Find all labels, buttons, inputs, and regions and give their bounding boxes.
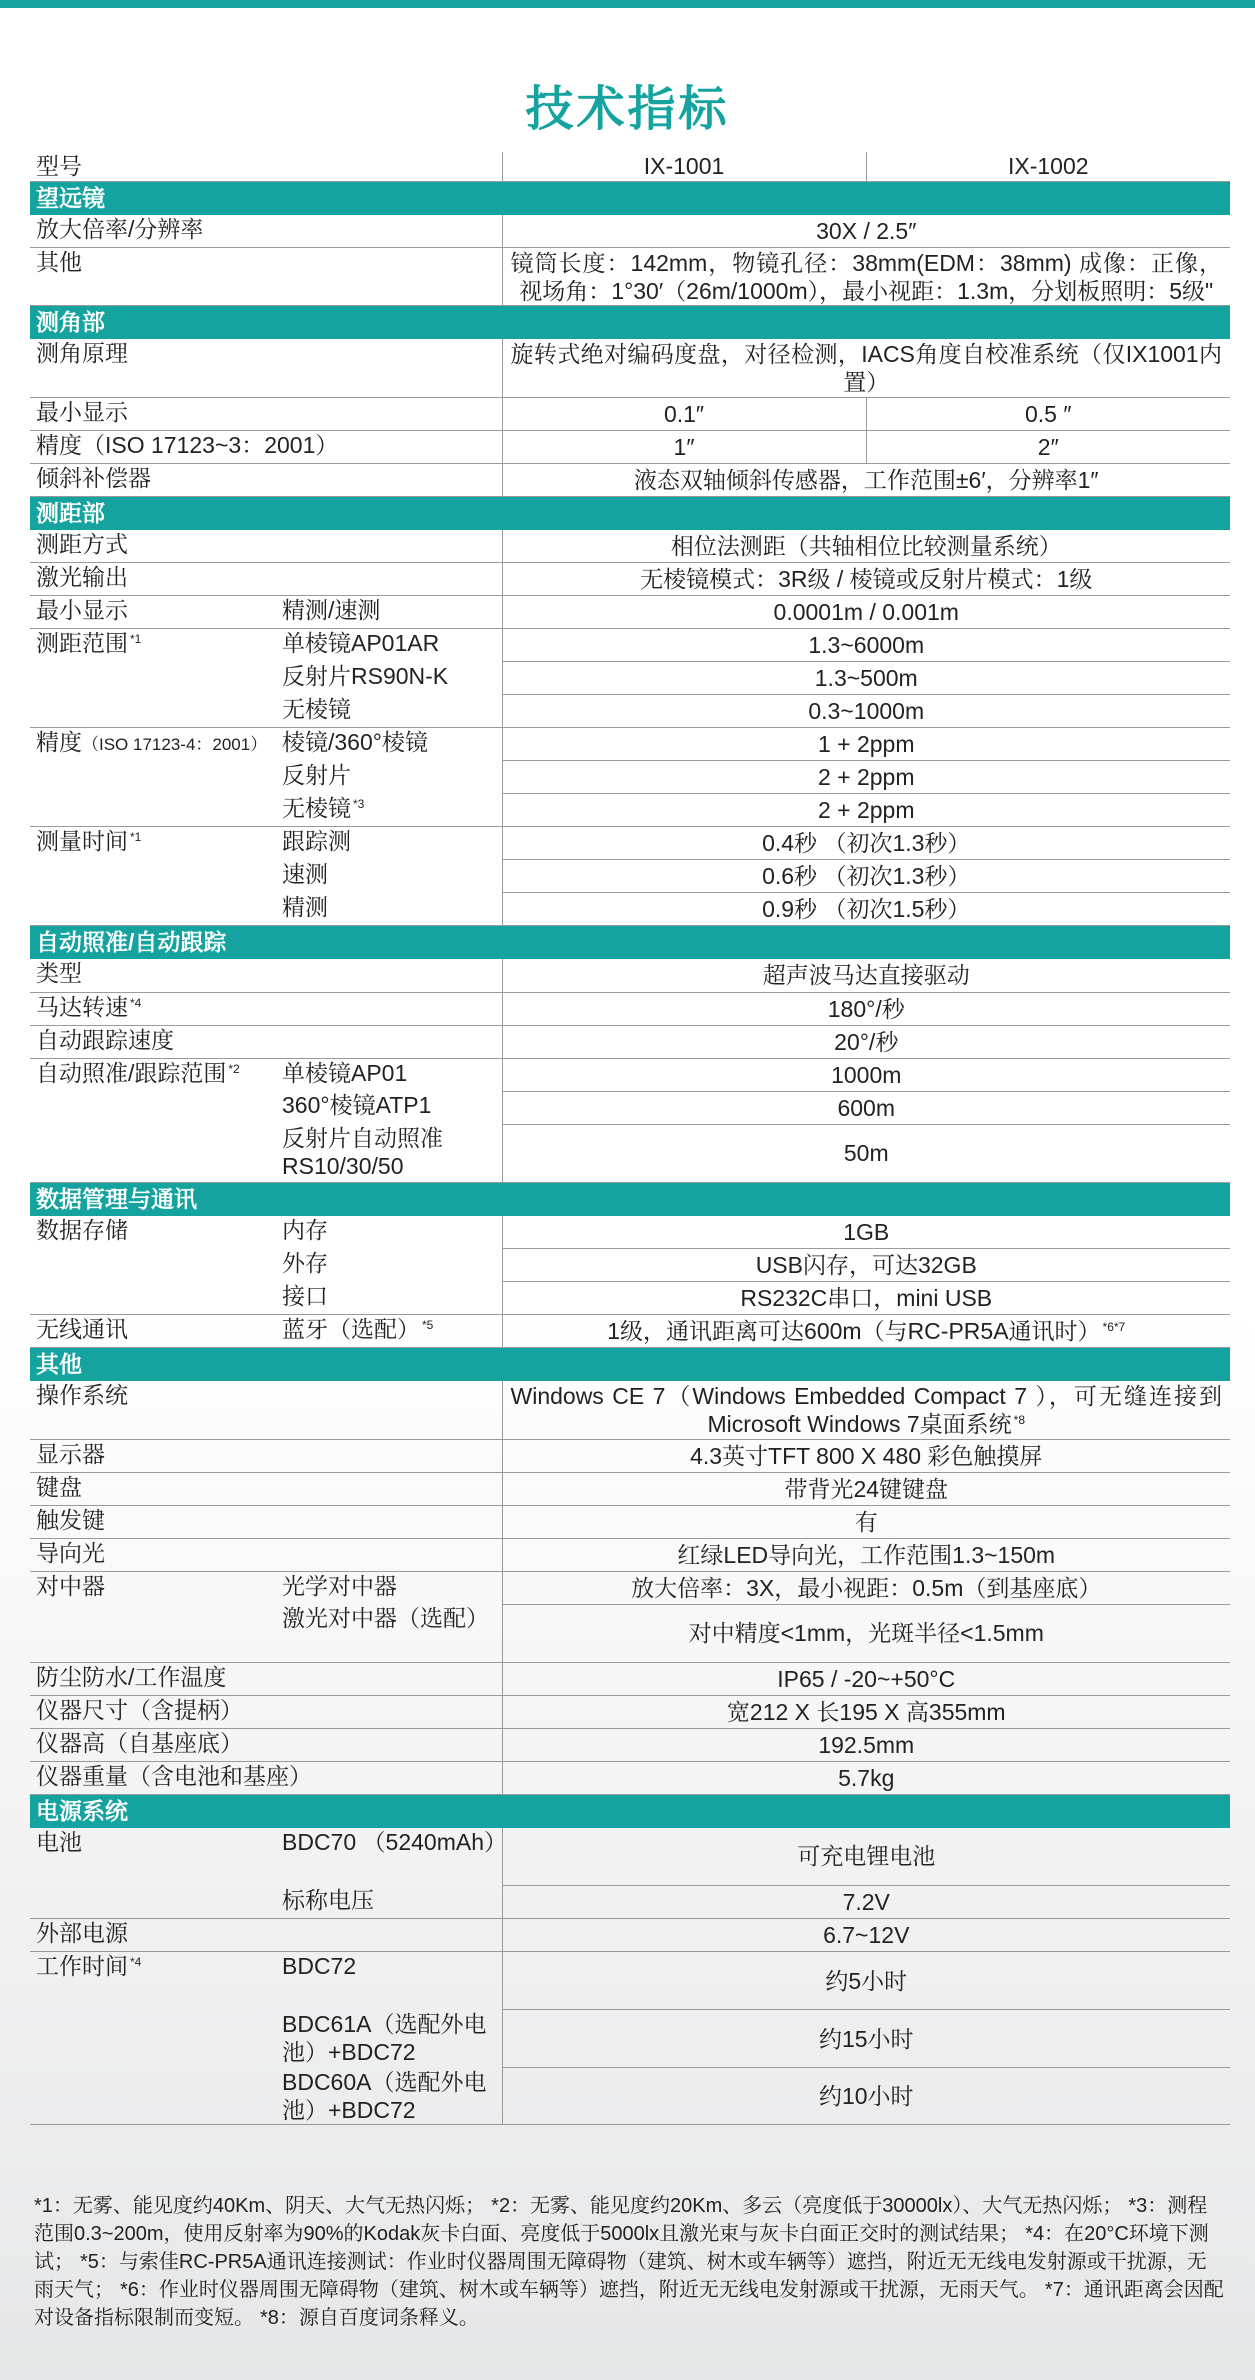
spec-row [30, 629, 1230, 662]
spec-row [30, 761, 1230, 794]
section-header [30, 1182, 1230, 1216]
section-title: 测角部 [36, 309, 105, 335]
section-header [30, 926, 1230, 960]
row-value: 30X / 2.5″ [816, 217, 917, 244]
footnote-ref: *6*7 [1102, 1320, 1126, 1334]
footnote-text: *6：作业时仪器周围无障碍物（建筑、树木或车辆等）遮挡，附近无无线电发射源或干扰源，无雨天气。 [120, 2279, 1039, 2301]
row-sublabel: 精测 [282, 893, 328, 920]
spec-row [30, 2068, 1230, 2125]
row-label: 测量时间 [36, 828, 128, 854]
row-sublabel: 单棱镜AP01AR [282, 630, 440, 656]
row-label: 工作时间 [36, 1953, 128, 1979]
footnote-ref: *1 [130, 632, 142, 646]
row-label: 触发键 [36, 1506, 105, 1533]
spec-row [30, 1886, 1230, 1919]
spec-row [30, 1381, 1230, 1439]
footnote-ref: *1 [130, 830, 142, 844]
row-value: 液态双轴倾斜传感器，工作范围±6′，分辨率1″ [633, 466, 1099, 493]
spec-row [30, 1124, 1230, 1182]
top-accent-bar [0, 0, 1255, 8]
row-value: 0.3~1000m [808, 698, 925, 724]
section-header [30, 1348, 1230, 1382]
row-value: IP65 / -20~+50°C [777, 1665, 956, 1692]
section-header [30, 1794, 1230, 1828]
row-label: 测距方式 [36, 530, 128, 557]
spec-row [30, 1216, 1230, 1249]
row-sublabel: 反射片RS90N-K [282, 662, 449, 689]
row-sublabel: 反射片 [282, 761, 351, 788]
row-label-note: （ISO 17123-4：2001） [82, 735, 268, 754]
section-title: 其他 [36, 1351, 82, 1377]
row-value: 约10小时 [818, 2082, 914, 2109]
spec-row [30, 695, 1230, 728]
row-sublabel: BDC60A（选配外电池）+BDC72 [282, 2068, 487, 2123]
section-title: 望远镜 [36, 184, 105, 211]
row-value: 7.2V [842, 1889, 890, 1915]
spec-row [30, 1604, 1230, 1662]
spec-row [30, 959, 1230, 992]
row-label: 马达转速 [36, 993, 128, 1020]
row-label: 电池 [36, 1828, 82, 1855]
spec-row [30, 992, 1230, 1025]
row-label: 精度 [36, 729, 82, 755]
row-label: 类型 [36, 960, 82, 986]
footnote-text: *7：通讯距离会因配对设备指标限制而变短。 [34, 2279, 1224, 2329]
section-header [30, 306, 1230, 340]
spec-row [30, 463, 1230, 496]
row-label: 倾斜补偿器 [36, 464, 151, 491]
row-label: 仪器重量（含电池和基座） [36, 1762, 312, 1789]
spec-row [30, 1919, 1230, 1952]
row-value: 0.9秒 （初次1.5秒） [762, 896, 971, 922]
footnote-text: *5：与索佳RC-PR5A通讯连接测试：作业时仪器周围无障碍物（建筑、树木或车辆等）遮挡，附近无无线电发射源或干扰源，无雨天气； [34, 2251, 1207, 2301]
row-value: 180°/秒 [827, 995, 905, 1022]
model-name: IX-1001 [643, 153, 725, 180]
row-sublabel: BDC72 [282, 1953, 357, 1979]
section-title: 数据管理与通讯 [36, 1185, 197, 1212]
section-title: 自动照准/自动跟踪 [36, 929, 227, 955]
row-label: 放大倍率/分辨率 [36, 215, 204, 242]
footnote-text: *4：在20°C环境下测试； [34, 2223, 1209, 2273]
row-value: 5.7kg [838, 1764, 895, 1791]
row-label: 其他 [36, 249, 82, 275]
spec-row [30, 1472, 1230, 1505]
row-label: 导向光 [36, 1539, 105, 1566]
row-sublabel: 外存 [282, 1249, 328, 1276]
row-label: 仪器高（自基座底） [36, 1729, 243, 1756]
footnote-ref: *5 [422, 1318, 434, 1332]
footnote-text: *3：测程范围0.3~200m，使用反射率为90%的Kodak灰卡白面、亮度低于5000lx且激光束与灰卡白面正交时的测试结果； [34, 2195, 1208, 2245]
row-value: Windows CE 7（Windows Embedded Compact 7 ），可无缝连接到 Microsoft Windows 7桌面系统 [510, 1382, 1222, 1437]
row-label: 防尘防水/工作温度 [36, 1663, 227, 1690]
row-sublabel: 360°棱镜ATP1 [282, 1092, 432, 1118]
row-value: 约5小时 [825, 1967, 908, 1994]
row-sublabel: 内存 [282, 1216, 328, 1243]
row-value: 1 + 2ppm [817, 731, 915, 757]
section-title: 电源系统 [36, 1797, 128, 1824]
row-value: 2 + 2ppm [817, 797, 915, 823]
spec-table [30, 152, 1230, 2125]
spec-row [30, 728, 1230, 761]
row-value: 放大倍率：3X，最小视距：0.5m（到基座底） [631, 1574, 1102, 1601]
spec-row [30, 1538, 1230, 1571]
row-sublabel: 棱镜/360°棱镜 [282, 729, 428, 755]
footnotes [34, 2192, 1224, 2332]
row-label: 激光输出 [36, 564, 128, 590]
row-value: 相位法测距（共轴相位比较测量系统） [670, 532, 1062, 559]
row-label: 无线通讯 [36, 1316, 128, 1342]
row-value: 可充电锂电池 [797, 1843, 936, 1870]
spec-row [30, 794, 1230, 827]
row-label: 对中器 [36, 1572, 105, 1599]
row-sublabel: 跟踪测 [282, 828, 351, 854]
row-value: 2″ [1037, 433, 1059, 460]
row-sublabel: 接口 [282, 1282, 328, 1309]
row-value: 1″ [673, 433, 695, 460]
row-value: 0.4秒 （初次1.3秒） [762, 830, 971, 856]
spec-row [30, 1058, 1230, 1091]
row-value: 对中精度<1mm，光斑半径<1.5mm [688, 1620, 1044, 1646]
row-label: 精度（ISO 17123~3：2001） [36, 431, 339, 458]
spec-row [30, 827, 1230, 860]
row-label: 外部电源 [36, 1920, 128, 1946]
row-sublabel: 精测/速测 [282, 597, 381, 623]
row-value: 600m [837, 1094, 896, 1121]
row-value: 50m [843, 1140, 889, 1166]
spec-row [30, 563, 1230, 596]
row-sublabel: BDC61A（选配外电池）+BDC72 [282, 2010, 487, 2065]
row-value: 旋转式绝对编码度盘，对径检测，IACS角度自校准系统（仅IX1001内置） [510, 340, 1222, 395]
spec-row [30, 1662, 1230, 1695]
spec-row [30, 1728, 1230, 1761]
footnote-ref: *2 [228, 1061, 240, 1076]
spec-row [30, 397, 1230, 430]
row-value: 4.3英寸TFT 800 X 480 彩色触摸屏 [690, 1442, 1043, 1469]
row-value: 0.0001m / 0.001m [773, 599, 959, 625]
spec-row [30, 1315, 1230, 1348]
section-header [30, 496, 1230, 530]
row-sublabel: 蓝牙（选配） [282, 1316, 420, 1342]
row-value: 1级，通讯距离可达600m（与RC-PR5A通讯时） [607, 1318, 1101, 1344]
spec-row [30, 1761, 1230, 1794]
section-title: 测距部 [36, 499, 105, 526]
row-label: 自动照准/跟踪范围 [36, 1059, 227, 1086]
spec-row [30, 1952, 1230, 2010]
spec-row [30, 248, 1230, 306]
row-value: 1.3~500m [814, 665, 918, 691]
row-value: 0.5 ″ [1024, 400, 1072, 427]
row-sublabel: 标称电压 [282, 1886, 374, 1913]
row-label: 数据存储 [36, 1216, 128, 1243]
row-value: 红绿LED导向光，工作范围1.3~150m [677, 1541, 1056, 1568]
row-label: 仪器尺寸（含提柄） [36, 1696, 243, 1723]
row-value: 超声波马达直接驱动 [762, 962, 970, 989]
row-label: 操作系统 [36, 1382, 128, 1408]
spec-row [30, 893, 1230, 926]
row-sublabel: 速测 [282, 860, 328, 887]
spec-row [30, 339, 1230, 397]
row-value: RS232C串口，mini USB [740, 1285, 993, 1311]
row-label: 型号 [36, 153, 82, 179]
row-value: 6.7~12V [823, 1922, 910, 1948]
row-label: 显示器 [36, 1440, 105, 1467]
row-value: 有 [854, 1508, 878, 1535]
row-label: 最小显示 [36, 398, 128, 425]
spec-table-body [30, 152, 1230, 2124]
spec-row [30, 1025, 1230, 1058]
footnote-ref: *3 [353, 796, 365, 811]
row-sublabel: BDC70 （5240mAh） [282, 1828, 507, 1855]
page-title: 技术指标 [525, 83, 730, 136]
footnote-ref: *8 [1013, 1412, 1025, 1427]
row-sublabel: 无棱镜 [282, 695, 351, 722]
spec-row [30, 1249, 1230, 1282]
spec-row [30, 1282, 1230, 1315]
row-label: 自动跟踪速度 [36, 1026, 174, 1053]
footnote-text: *2：无雾、能见度约20Km、多云（亮度低于30000lx）、大气无热闪烁； [491, 2195, 1123, 2217]
spec-row [30, 2010, 1230, 2068]
row-value: 带背光24键键盘 [784, 1475, 949, 1502]
row-value: 1000m [831, 1061, 902, 1088]
spec-row [30, 596, 1230, 629]
footnote-text: *8：源自百度词条释义。 [260, 2307, 479, 2329]
spec-row [30, 1505, 1230, 1538]
row-value: 0.1″ [663, 400, 705, 427]
row-value: 无棱镜模式：3R级 / 棱镜或反射片模式：1级 [640, 566, 1093, 592]
spec-row [30, 1439, 1230, 1472]
spec-row [30, 1828, 1230, 1886]
row-value: 1.3~6000m [808, 632, 925, 658]
row-value: 0.6秒 （初次1.3秒） [762, 863, 971, 889]
row-sublabel: 光学对中器 [282, 1572, 397, 1599]
spec-row [30, 662, 1230, 695]
row-value: 2 + 2ppm [817, 764, 915, 790]
row-value: USB闪存，可达32GB [755, 1252, 977, 1278]
spec-row [30, 1695, 1230, 1728]
footnote-ref: *4 [130, 995, 142, 1010]
row-value: 约15小时 [818, 2025, 914, 2052]
spec-row [30, 1571, 1230, 1604]
row-label: 键盘 [36, 1473, 82, 1500]
row-sublabel: 激光对中器（选配） [282, 1605, 489, 1631]
row-label: 最小显示 [36, 597, 128, 623]
spec-row [30, 860, 1230, 893]
model-name: IX-1002 [1007, 153, 1089, 180]
spec-row [30, 530, 1230, 563]
row-value: 镜筒长度：142mm，物镜孔径：38mm(EDM：38mm) 成像：正像，视场角：1°30′（26m/1000m），最小视距：1.3m，分划板照明：5级" [510, 249, 1222, 304]
row-value: 宽212 X 长195 X 高355mm [726, 1698, 1006, 1725]
spec-row [30, 430, 1230, 463]
spec-row [30, 215, 1230, 248]
footnote-text: *1：无雾、能见度约40Km、阴天、大气无热闪烁； [34, 2195, 486, 2217]
row-value: 20°/秒 [834, 1028, 899, 1055]
row-sublabel: 无棱镜 [282, 794, 351, 821]
row-label: 测角原理 [36, 340, 128, 366]
row-sublabel: 单棱镜AP01 [282, 1059, 408, 1086]
model-row [30, 152, 1230, 181]
row-sublabel: 反射片自动照准RS10/30/50 [282, 1125, 443, 1179]
footnote-ref: *4 [130, 1955, 142, 1969]
section-header [30, 181, 1230, 215]
spec-row [30, 1091, 1230, 1124]
row-value: 1GB [843, 1218, 890, 1245]
row-label: 测距范围 [36, 630, 128, 656]
row-value: 192.5mm [818, 1731, 915, 1758]
